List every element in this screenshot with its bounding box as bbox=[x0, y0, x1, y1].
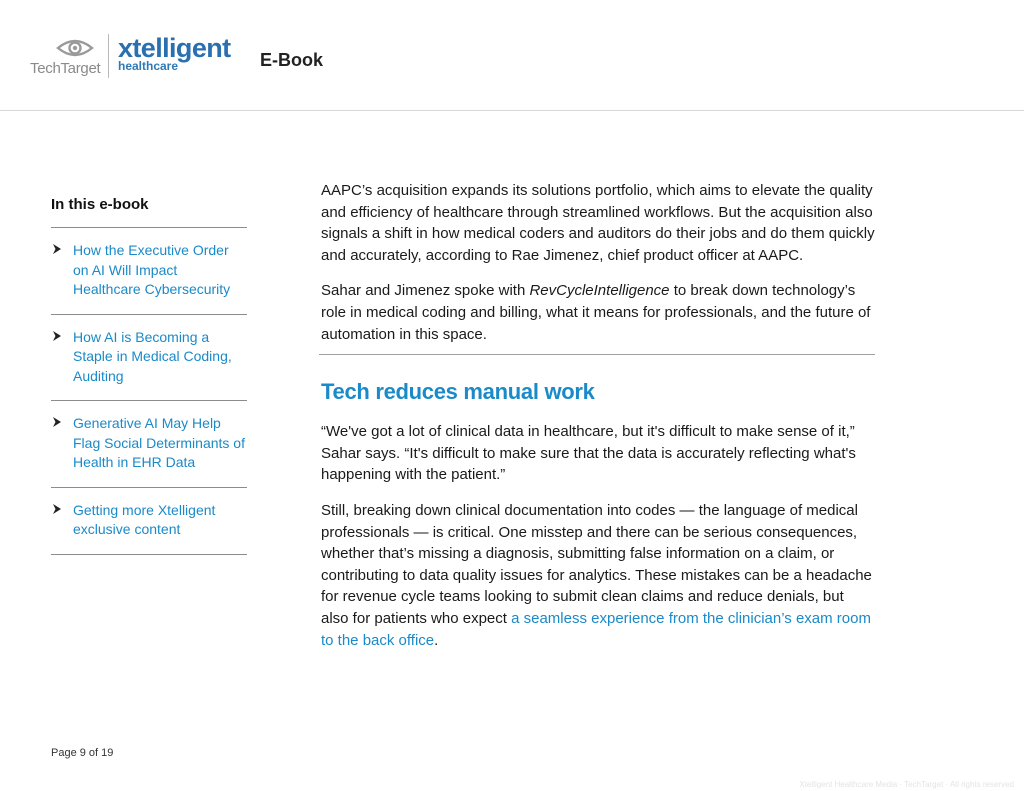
paragraph-interview-text-b: to break down technology’s role in medical coding and billing, what it means for professionals, and the future of automation in this space. bbox=[321, 282, 871, 343]
techtarget-logo bbox=[30, 38, 102, 78]
toc-item bbox=[51, 488, 247, 555]
arrowhead-bullet-icon bbox=[52, 243, 62, 255]
section-heading: Tech reduces manual work bbox=[321, 379, 595, 405]
arrowhead-bullet-icon bbox=[52, 416, 62, 428]
arrowhead-bullet-icon bbox=[52, 503, 62, 515]
toc-item bbox=[51, 228, 247, 315]
ebook-toc bbox=[51, 196, 247, 555]
paragraph-documentation-end: . bbox=[434, 631, 439, 649]
publication-name: RevCycleIntelligence bbox=[529, 282, 670, 300]
toc-link-executive-order[interactable]: How the Executive Order on AI Will Impact Healthcare Cybersecurity bbox=[73, 242, 231, 297]
doc-type-label: E-Book bbox=[260, 50, 323, 70]
logo-divider bbox=[108, 34, 109, 78]
toc-link-exclusive-content[interactable]: Getting more Xtelligent exclusive content bbox=[73, 501, 216, 537]
paragraph-acquisition: AAPC’s acquisition expands its solutions portfolio, which aims to elevate the quality and efficiency of healthcare through streamlined workflows. But the acquisition also signals a shift in how medical coders and auditors do their jobs and do them quickly and accurately, according to Rae Jimenez, chief product officer at AAPC. bbox=[321, 182, 875, 264]
toc-item bbox=[51, 315, 247, 402]
paragraph-documentation bbox=[321, 500, 875, 651]
footer-faint-text: Xtelligent Healthcare Media · TechTarget · All rights reserved bbox=[799, 780, 1014, 789]
brand-xtelligent-text: xtelligent bbox=[118, 33, 231, 63]
eye-logo-icon bbox=[56, 38, 94, 58]
toc-link-generative-ai-sdoh[interactable]: Generative AI May Help Flag Social Determinants of Health in EHR Data bbox=[73, 415, 245, 470]
toc-title: In this e-book bbox=[51, 196, 247, 228]
xtelligent-logo bbox=[118, 34, 231, 72]
brand-healthcare-text: healthcare bbox=[118, 59, 179, 73]
section-divider bbox=[319, 354, 875, 355]
toc-link-ai-medical-coding[interactable]: How AI is Becoming a Staple in Medical Coding, Auditing bbox=[73, 328, 232, 384]
toc-item bbox=[51, 401, 247, 488]
brand-techtarget-text: TechTarget bbox=[30, 60, 101, 77]
paragraph-quote: “We've got a lot of clinical data in healthcare, but it's difficult to make sense of it,” Sahar says. “It's difficult to make sure that the data is accurately reflecting what's happening with the patient.” bbox=[321, 423, 856, 484]
paragraph-interview bbox=[321, 280, 875, 345]
article-body bbox=[321, 180, 875, 651]
paragraph-documentation-text: Still, breaking down clinical documentation into codes — the language of medical professionals — is critical. One misstep and there can be serious consequences, whether that’s missing a diagnosis, submitting false information on a claim, or contributing to data quality issues for analytics. These mistakes can be a headache for revenue cycle teams looking to submit clean claims and reduce denials, but also for patients who expect bbox=[321, 501, 872, 627]
paragraph-interview-text-a: Sahar and Jimenez spoke with bbox=[321, 282, 530, 300]
arrowhead-bullet-icon bbox=[52, 330, 62, 342]
page-number: Page 9 of 19 bbox=[51, 747, 114, 759]
seamless-experience-link[interactable]: a seamless experience from the clinician’s exam room to the back office bbox=[321, 609, 871, 649]
page-header bbox=[0, 0, 1024, 111]
